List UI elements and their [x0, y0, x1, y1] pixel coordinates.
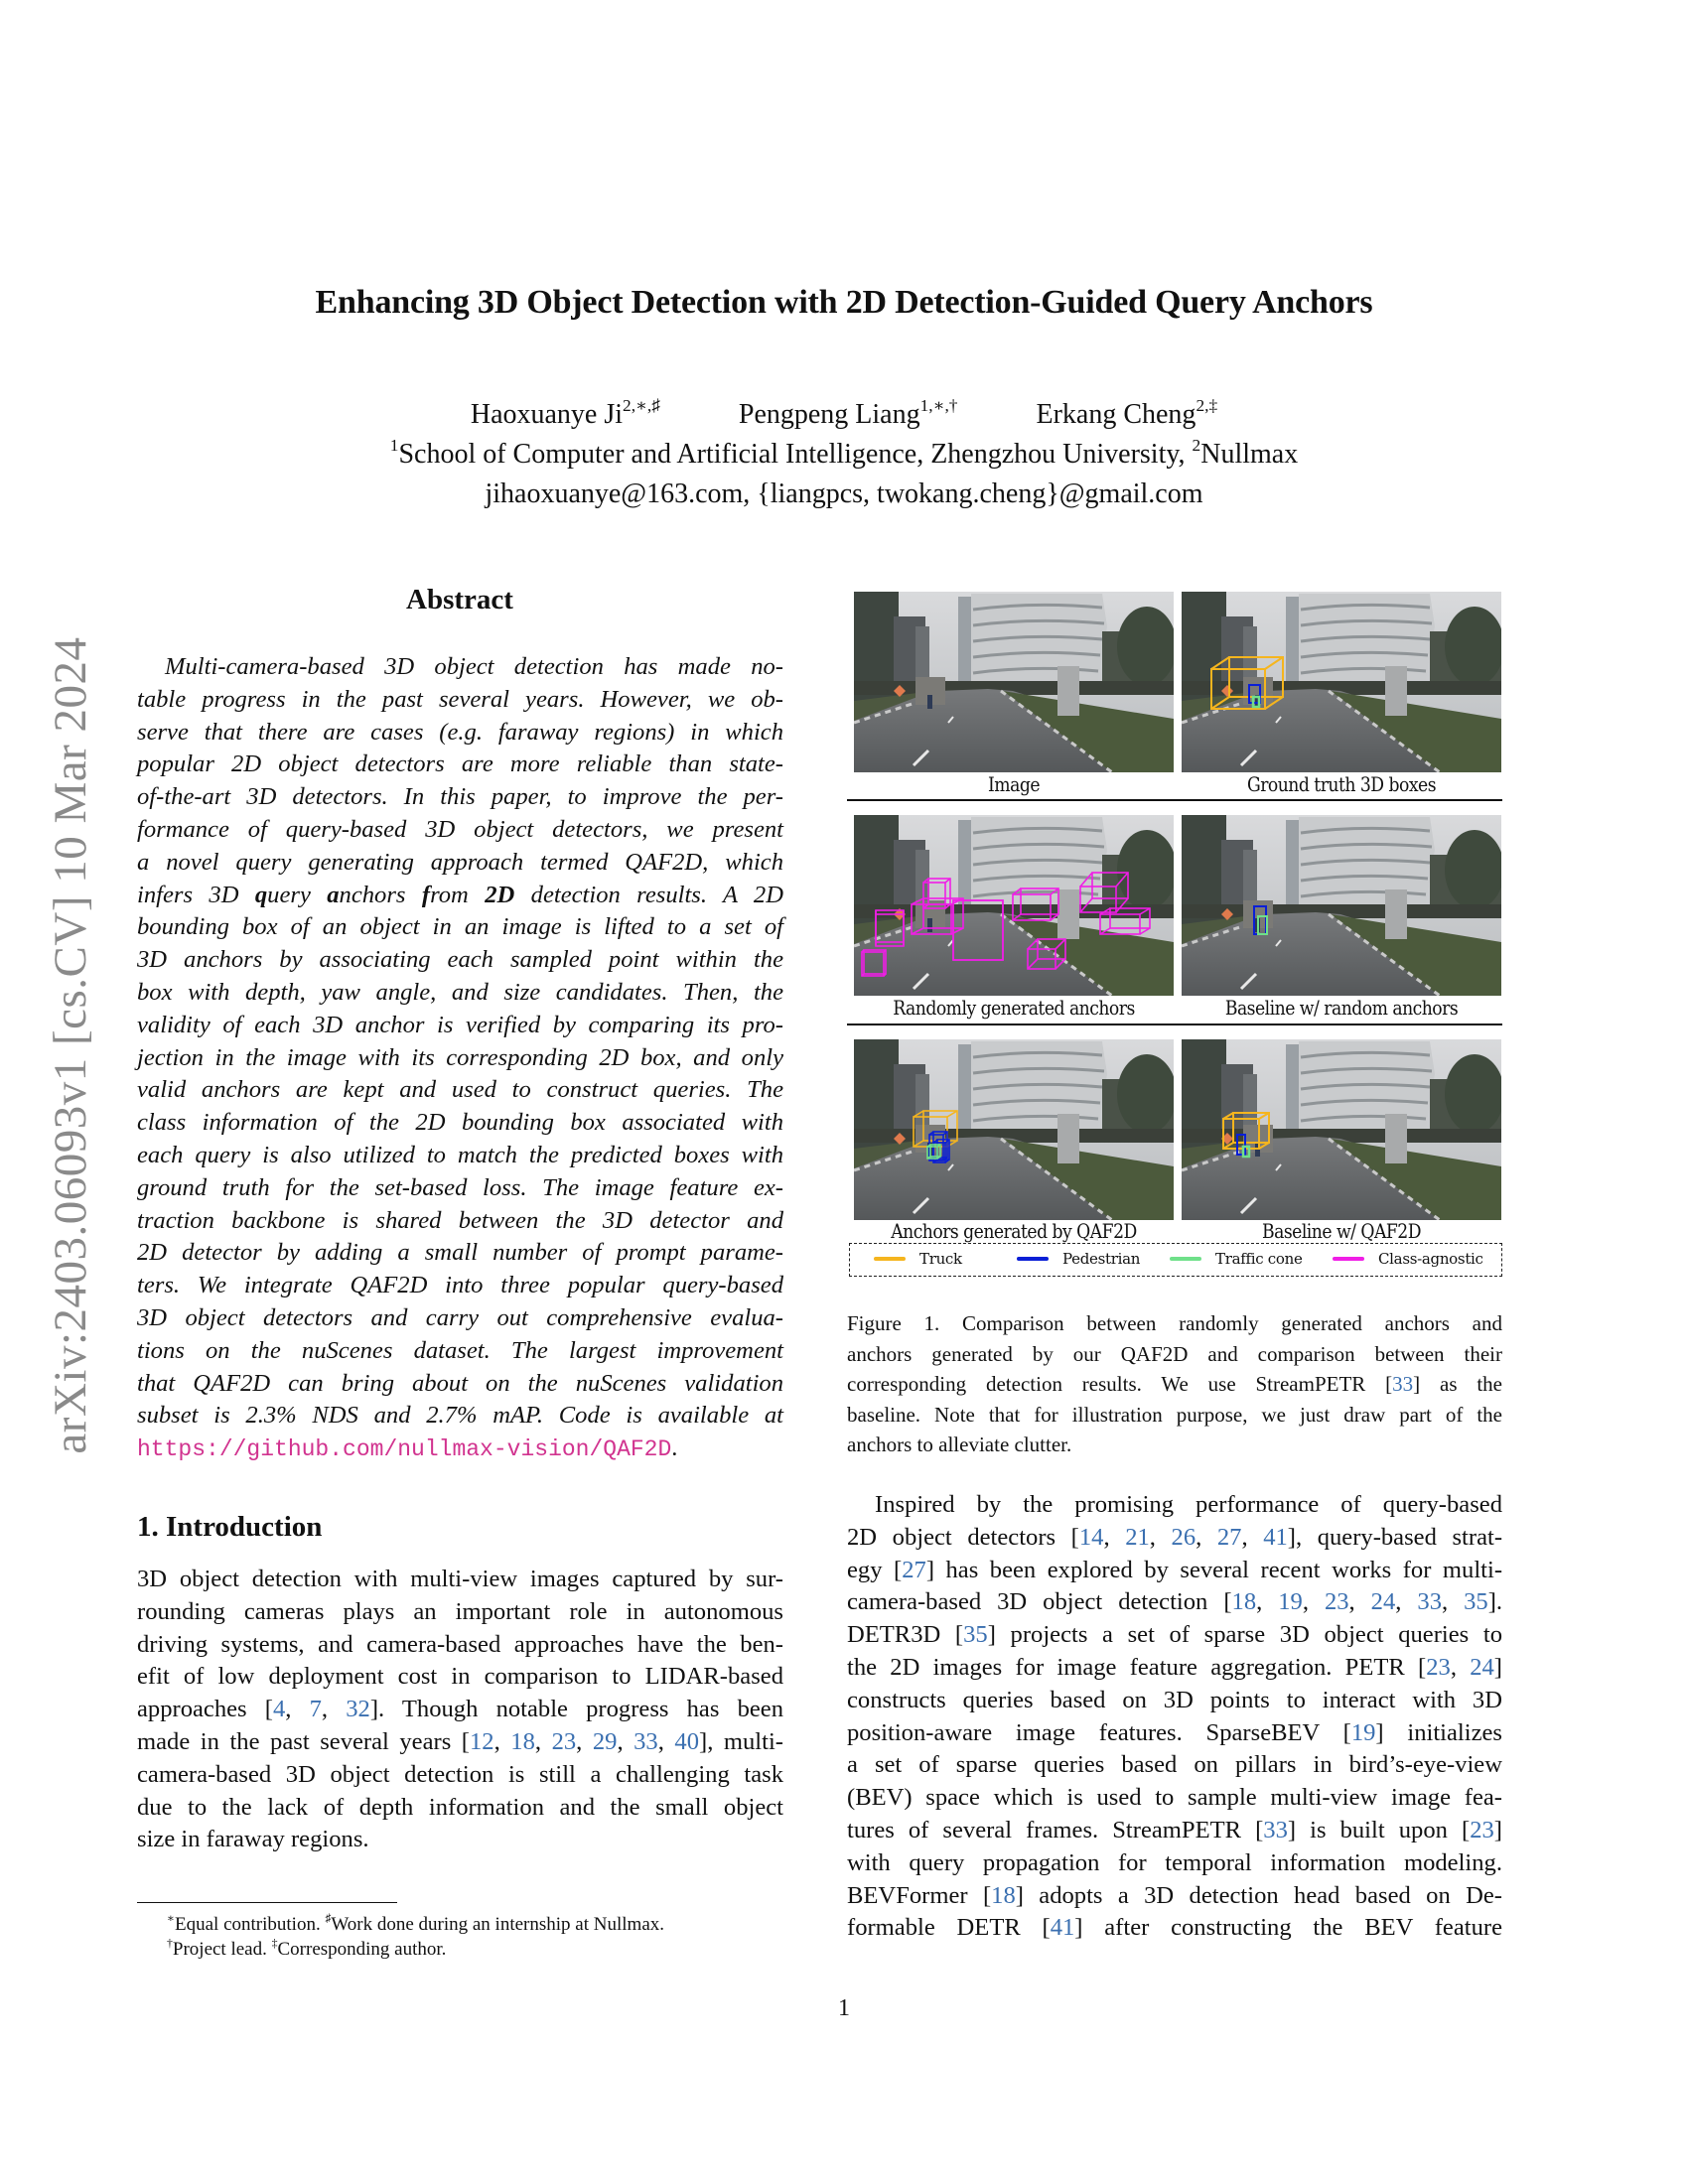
- citation-link[interactable]: 18: [991, 1881, 1016, 1909]
- legend-swatch-class-agnostic: [1333, 1257, 1364, 1261]
- text-line: tures of several frames. StreamPETR [33] is built upon [23]: [847, 1816, 1502, 1843]
- citation-link[interactable]: 19: [1350, 1718, 1376, 1746]
- citation-link[interactable]: 33: [1392, 1372, 1414, 1396]
- figure-panel-random-anchors: [854, 815, 1174, 996]
- figure-panel-qaf2d-anchors: [854, 1039, 1174, 1220]
- text-line: camera-based 3D object detection [18, 19, 23, 24, 33, 35].: [847, 1588, 1503, 1616]
- abstract-bold-line: infers 3D query anchors from 2D detection results. A 2D: [137, 881, 783, 908]
- street-scene-photo: [854, 815, 1174, 996]
- text-line: each query is also utilized to match the predicted boxes with: [137, 1141, 783, 1168]
- text-line: a set of sparse queries based on pillars in bird’s-eye-view: [847, 1751, 1502, 1779]
- abstract-heading: Abstract: [406, 584, 513, 615]
- citation-link[interactable]: 18: [510, 1727, 535, 1755]
- figure-panel-baseline-random: [1182, 815, 1501, 996]
- street-scene-photo: [854, 1039, 1174, 1220]
- legend-item-class-agnostic: Class-agnostic: [1333, 1250, 1483, 1268]
- intro-lines: [137, 1564, 783, 1694]
- text-line: that QAF2D can bring about on the nuScenes validation: [137, 1369, 783, 1397]
- paper-title: Enhancing 3D Object Detection with 2D Detection-Guided Query Anchors: [315, 284, 1373, 321]
- legend-swatch-truck: [874, 1257, 906, 1261]
- text-line: serve that there are cases (e.g. faraway regions) in which: [137, 718, 783, 746]
- text-line: of-the-art 3D detectors. In this paper, to improve the per-: [137, 783, 783, 811]
- citation-link[interactable]: 23: [1426, 1653, 1451, 1681]
- panel-caption: Anchors generated by QAF2D: [891, 1219, 1137, 1243]
- street-scene-photo: [1182, 815, 1501, 996]
- author-block: [0, 395, 1688, 514]
- panel-caption: Baseline w/ random anchors: [1224, 996, 1459, 1020]
- text-line: DETR3D [35] projects a set of sparse 3D object queries to: [847, 1621, 1503, 1649]
- citation-link[interactable]: 12: [470, 1727, 494, 1755]
- street-scene-photo: [1182, 1039, 1501, 1220]
- figure-legend: [849, 1243, 1502, 1277]
- text-line: 2D detector by adding a small number of prompt parame-: [137, 1239, 783, 1267]
- intro-right-column: [847, 1489, 1502, 1945]
- affiliations: $^1$School of Computer and Artificial Intelligence, Zhengzhou University, $^2$Nullmax: [389, 435, 1299, 470]
- text-line: constructs queries based on 3D points to interact with 3D: [847, 1686, 1502, 1713]
- author-emails: jihaoxuanye@163.com, {liangpcs, twokang.cheng}@gmail.com: [485, 478, 1203, 509]
- text-line: Multi-camera-based 3D object detection has made no-: [165, 653, 783, 680]
- text-line: class information of the 2D bounding box associated with: [137, 1109, 783, 1137]
- figure-panel-ground-truth: [1182, 592, 1501, 772]
- citation-link[interactable]: 33: [1417, 1588, 1442, 1616]
- street-scene-photo: [854, 592, 1174, 772]
- text-line: rounding cameras plays an important role in autonomous: [137, 1597, 783, 1625]
- text-line: formance of query-based 3D object detectors, we present: [137, 815, 783, 843]
- text-line: size in faraway regions.: [137, 1826, 369, 1853]
- text-line: 3D anchors by associating each sampled point within the: [137, 946, 783, 974]
- text-line: 3D object detectors and carry out comprehensive evalua-: [137, 1303, 783, 1331]
- citation-link[interactable]: 23: [551, 1727, 577, 1755]
- figure-caption: Figure 1. Comparison between randomly generated anchors and anchors generated by our QAF2D and comparison between their corresponding detection results. We use StreamPETR [33] as the baseline. Note that for illustration purpose, we just draw part of the anchors to alleviate clutter.: [847, 1311, 1502, 1456]
- text-line: (BEV) space which is used to sample multi-view image fea-: [847, 1784, 1502, 1812]
- abstract-body: [137, 651, 783, 1466]
- author-names: [0, 395, 1688, 435]
- citation-link[interactable]: 4: [272, 1696, 286, 1723]
- page-number: 1: [838, 1995, 850, 2021]
- text-line: tions on the nuScenes dataset. The largest improvement: [137, 1336, 783, 1364]
- text-line: with query propagation for temporal information modeling.: [847, 1848, 1502, 1876]
- text-line: ters. We integrate QAF2D into three popular query-based: [137, 1272, 783, 1299]
- legend-swatch-traffic-cone: [1170, 1257, 1201, 1261]
- footnotes: [167, 1912, 802, 1962]
- author: Haoxuanye $Ji^{2,∗,♯}$: [470, 395, 660, 430]
- figure-panel-baseline-qaf2d: [1182, 1039, 1501, 1220]
- citation-link[interactable]: 7: [309, 1696, 322, 1723]
- citation-link[interactable]: 40: [674, 1727, 699, 1755]
- citation-link[interactable]: 33: [633, 1727, 658, 1755]
- text-line: camera-based 3D object detection is still a challenging task: [137, 1760, 783, 1788]
- street-scene-photo: [1182, 592, 1501, 772]
- footnote-line: †Project lead. ‡Corresponding author.: [167, 1936, 447, 1960]
- panel-caption: Baseline w/ QAF2D: [1261, 1219, 1422, 1243]
- text-line: bounding box of an object in an image is lifted to a set of: [137, 913, 783, 941]
- footnote-line: ∗Equal contribution. ♯Work done during an internship at Nullmax.: [167, 1911, 664, 1935]
- citation-link[interactable]: 24: [1470, 1653, 1494, 1681]
- text-line: efit of low deployment cost in comparison to LIDAR-based: [137, 1663, 783, 1691]
- citation-link[interactable]: 33: [1263, 1816, 1288, 1843]
- text-line: due to the lack of depth information and the small object: [137, 1793, 783, 1821]
- legend-swatch-pedestrian: [1017, 1257, 1049, 1261]
- legend-item-pedestrian: Pedestrian: [1017, 1250, 1140, 1268]
- figure-divider: [847, 799, 1502, 801]
- citation-link[interactable]: 26: [1171, 1523, 1196, 1551]
- text-line: 3D object detection with multi-view images captured by sur-: [137, 1566, 783, 1592]
- text-line: formable DETR [41] after constructing the BEV feature: [847, 1914, 1502, 1942]
- text-line: driving systems, and camera-based approaches have the ben-: [137, 1630, 783, 1658]
- citation-link[interactable]: 32: [346, 1696, 370, 1723]
- citation-link[interactable]: 41: [1263, 1523, 1288, 1551]
- text-line: validity of each 3D anchor is verified by comparing its pro-: [137, 1011, 783, 1038]
- citation-link[interactable]: 19: [1278, 1588, 1303, 1616]
- text-line: subset is 2.3% NDS and 2.7% mAP. Code is available at: [137, 1402, 783, 1430]
- panel-caption: Ground truth 3D boxes: [1246, 772, 1437, 796]
- citation-link[interactable]: 23: [1324, 1588, 1349, 1616]
- author: Erkang Cheng$^{2,\ddagger}$: [1036, 395, 1218, 430]
- citation-link[interactable]: 35: [1464, 1588, 1488, 1616]
- abstract-lines-2: [137, 911, 783, 1433]
- figure-panel-image: [854, 592, 1174, 772]
- citation-link[interactable]: 24: [1370, 1588, 1396, 1616]
- citation-link[interactable]: 41: [1050, 1914, 1075, 1942]
- code-link[interactable]: https://github.com/nullmax-vision/QAF2D: [137, 1436, 672, 1463]
- legend-item-traffic-cone: Traffic cone: [1170, 1250, 1303, 1268]
- text-line: 2D object detectors [14, 21, 26, 27, 41], query-based strat-: [847, 1523, 1503, 1551]
- text-line: traction backbone is shared between the 3D detector and: [137, 1206, 783, 1234]
- abstract-url-line: https://github.com/nullmax-vision/QAF2D.: [137, 1434, 678, 1463]
- text-line: a novel query generating approach termed QAF2D, which: [137, 848, 783, 876]
- author: Pengpeng Liang$^{1,∗,\dagger}$: [738, 395, 958, 430]
- citation-link[interactable]: 23: [1470, 1816, 1494, 1843]
- intro-paragraph: 3D object detection with multi-view images captured by sur- rounding cameras plays an important role in autonomous driving systems, and camera-based approaches have the ben- efit of low deployment cost in comparison to LIDAR-based approaches [4, 7, 32]. Though notable progress has been made in the past several years [12, 18, 23, 29, 33, 40], multi- camera-based 3D object detection is still a challenging task due to the lack of depth information and the small object size in faraway regions.: [137, 1564, 783, 1856]
- text-line: the 2D images for image feature aggregation. PETR [23, 24]: [847, 1653, 1502, 1681]
- text-line: table progress in the past several years. However, we ob-: [137, 685, 783, 713]
- citation-link[interactable]: 18: [1231, 1588, 1257, 1616]
- text-line: BEVFormer [18] adopts a 3D detection head based on De-: [847, 1881, 1502, 1909]
- text-line: box with depth, yaw angle, and size candidates. Then, the: [137, 978, 783, 1006]
- text-line: jection in the image with its corresponding 2D box, and only: [137, 1043, 783, 1071]
- text-line: ground truth for the set-based loss. The image feature ex-: [137, 1173, 783, 1201]
- citation-link[interactable]: 27: [1216, 1523, 1242, 1551]
- text-line: popular 2D object detectors are more reliable than state-: [137, 751, 783, 778]
- abstract-lines-1: [137, 651, 783, 880]
- citation-link[interactable]: 29: [592, 1727, 618, 1755]
- arxiv-stamp: [45, 561, 96, 1529]
- citation-link[interactable]: 35: [963, 1621, 988, 1649]
- panel-caption: Image: [988, 772, 1040, 796]
- citation-link[interactable]: 27: [902, 1556, 926, 1583]
- panel-caption: Randomly generated anchors: [893, 996, 1135, 1020]
- text-line: egy [27] has been explored by several recent works for multi-: [847, 1556, 1503, 1583]
- citation-link[interactable]: 21: [1125, 1523, 1150, 1551]
- text-line: Inspired by the promising performance of query-based: [875, 1491, 1502, 1518]
- citation-link[interactable]: 14: [1078, 1523, 1104, 1551]
- intro-lines-rest: [137, 1759, 783, 1856]
- section-heading-introduction: 1. Introduction: [137, 1511, 323, 1543]
- footnote-rule: [137, 1902, 397, 1903]
- arxiv-stamp-text: arXiv:2403.06093v1 [cs.CV] 10 Mar 2024: [45, 635, 96, 1454]
- text-line: valid anchors are kept and used to construct queries. The: [137, 1076, 783, 1104]
- figure-divider: [847, 1024, 1502, 1025]
- text-line: position-aware image features. SparseBEV [19] initializes: [847, 1718, 1503, 1746]
- legend-item-truck: Truck: [874, 1250, 962, 1268]
